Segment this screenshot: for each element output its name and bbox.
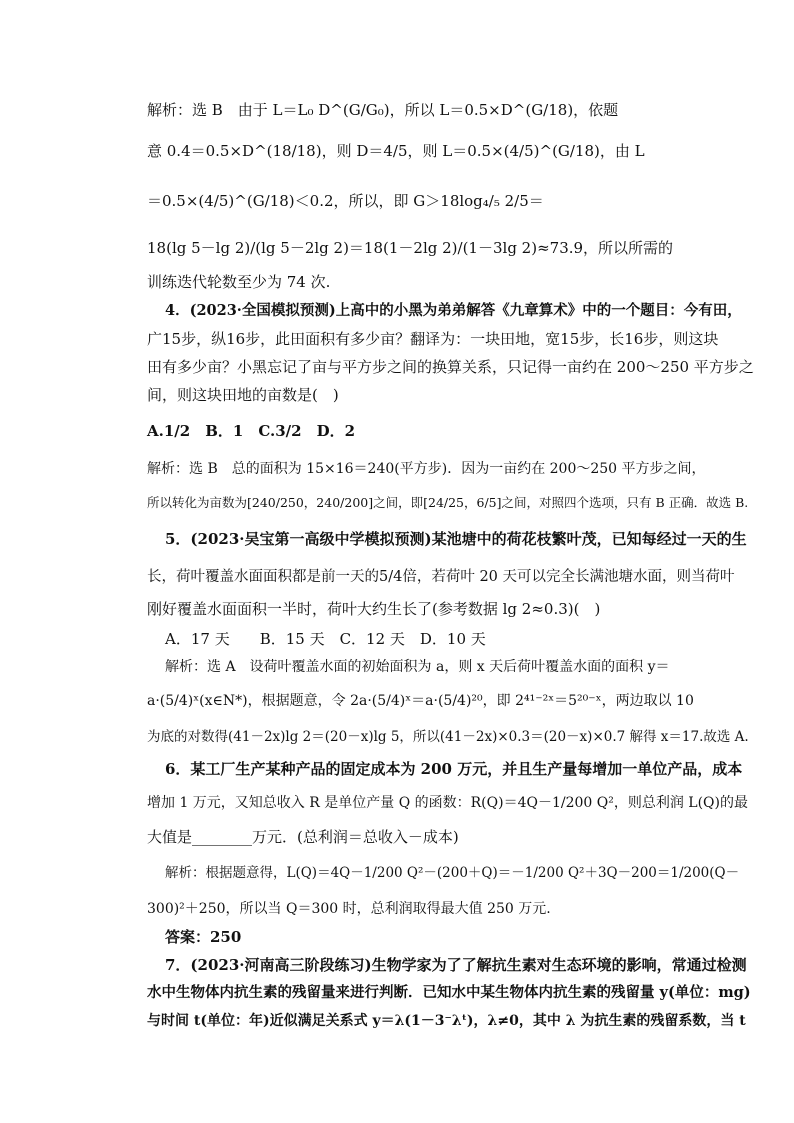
q5-options: A．17 天 B．15 天 C．12 天 D．10 天 [165,630,486,648]
q6-solution-line-1: 解析：根据题意得，L(Q)＝4Q－1/200 Q²－(200＋Q)＝－1/200 Q²＋3Q－200＝1/200(Q－ [165,865,740,881]
q5-solution-line-3: 为底的对数得(41－2x)lg 2＝(20－x)lg 5，所以(41－2x)×0.3＝(20－x)×0.7 解得 x＝17.故选 A. [147,729,749,745]
q6-solution-line-2: 300)²＋250，所以当 Q＝300 时，总利润取得最大值 250 万元. [147,901,551,917]
q4-solution-line-1: 解析：选 B 总的面积为 15×16＝240(平方步)．因为一亩约在 200～250 平方步之间， [147,461,706,477]
q6-line-1: 6．某工厂生产某种产品的固定成本为 200 万元，并且生产量每增加一单位产品，成本 [165,760,743,778]
q6-line-3: 大值是________万元．(总利润＝总收入－成本) [147,828,459,846]
q3-solution-line-5: 训练迭代轮数至少为 74 次. [147,273,331,291]
q4-solution-line-2: 所以转化为亩数为[240/250，240/200]之间，即[24/25，6/5]之间，对照四个选项，只有 B 正确．故选 B. [147,495,749,510]
q3-solution-line-2: 意 0.4＝0.5×D^(18/18)，则 D＝4/5，则 L＝0.5×(4/5)^(G/18)，由 L [147,142,645,160]
q7-line-1: 7．(2023·河南高三阶段练习)生物学家为了了解抗生素对生态环境的影响，常通过检测 [165,956,747,974]
q5-solution-line-1: 解析：选 A 设荷叶覆盖水面的初始面积为 a，则 x 天后荷叶覆盖水面的面积 y＝ [165,659,670,675]
q6-line-2: 增加 1 万元，又知总收入 R 是单位产量 Q 的函数：R(Q)＝4Q－1/200 Q²，则总利润 L(Q)的最 [147,795,748,811]
q4-line-1: 4．(2023·全国模拟预测)上高中的小黑为弟弟解答《九章算术》中的一个题目：今有田， [165,302,742,319]
q4-options: A.1/2 B．1 C.3/2 D．2 [147,422,356,440]
q3-solution-line-4: 18(lg 5－lg 2)/(lg 5－2lg 2)＝18(1－2lg 2)/(1－3lg 2)≈73.9，所以所需的 [147,239,674,257]
q4-line-3: 田有多少亩？小黑忘记了亩与平方步之间的换算关系，只记得一亩约在 200～250 平方步之 [147,358,754,376]
q5-line-2: 长，荷叶覆盖水面面积都是前一天的5/4倍，若荷叶 20 天可以完全长满池塘水面，则当荷叶 [147,569,735,585]
q7-line-2: 水中生物体内抗生素的残留量来进行判断．已知水中某生物体内抗生素的残留量 y(单位：mg) [147,984,751,1001]
q3-solution-line-1: 解析：选 B 由于 L＝L₀ D^(G/G₀)，所以 L＝0.5×D^(G/18)，依题 [147,101,619,119]
q5-line-3: 刚好覆盖水面面积一半时，荷叶大约生长了(参考数据 lg 2≈0.3)( ) [147,600,601,618]
q5-solution-line-2: a·(5/4)ˣ(x∈N*)，根据题意，令 2a·(5/4)ˣ＝a·(5/4)²⁰，即 2⁴¹⁻²ˣ＝5²⁰⁻ˣ，两边取以 10 [147,693,694,709]
q4-line-4: 间，则这块田地的亩数是( ) [147,386,339,404]
q7-line-3: 与时间 t(单位：年)近似满足关系式 y＝λ(1－3⁻λᵗ)，λ≠0，其中 λ 为抗生素的残留系数，当 t [147,1013,746,1029]
q3-solution-line-3: ＝0.5×(4/5)^(G/18)＜0.2，所以，即 G＞18log₄/₅ 2/5＝ [147,192,544,210]
q4-line-2: 广15步，纵16步，此田面积有多少亩？翻译为：一块田地，宽15步，长16步，则这块 [147,330,719,348]
q6-answer: 答案：250 [165,928,242,946]
q5-line-1: 5．(2023·吴宝第一高级中学模拟预测)某池塘中的荷花枝繁叶茂，已知每经过一天的生 [165,530,747,548]
